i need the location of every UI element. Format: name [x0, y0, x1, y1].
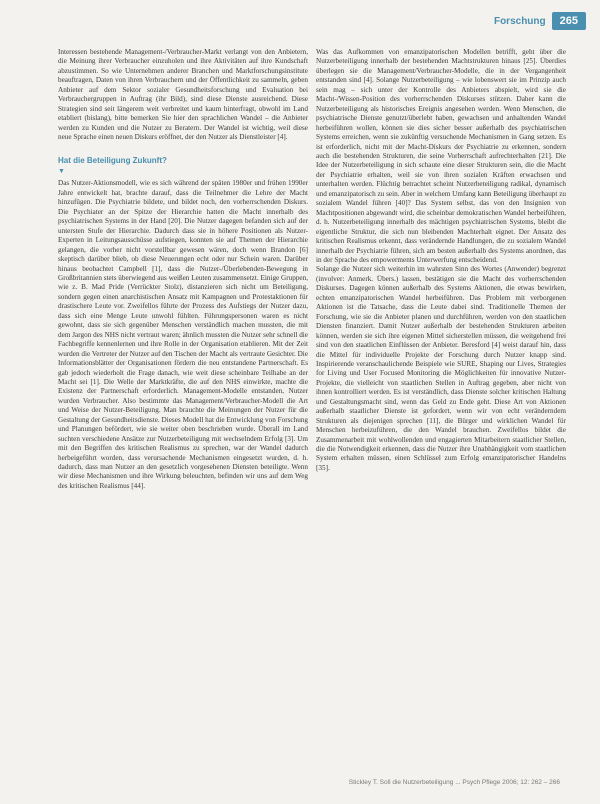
body-paragraph: Das Nutzer-Aktionsmodell, wie es sich während der späten 1980er und frühen 1990er Jahre entwickelt hat, brachte darauf, dass die Teilnehmer die Lehre der Macht hinzufügen. Die Psychiatrie bildete, und bildet noch, den vorherrschenden Diskurs. Die Psychiater an der Spitze der Hierarchie hatten die Macht innerhalb des psychiatrischen Systems in der Hand [20]. Die Nutzer dagegen befanden sich auf der untersten Stufe der Hierarchie. Dadurch dass sie in höhere Positionen als Nutzer-Experten in Leitungsausschüsse aufstiegen, konnten sie auf Themen der Hierarchie gelangen, die vorher nicht vorstellbar gewesen wären, doch wenn Brandon [6] skeptisch darüber blieb, ob diese Neuerungen echt oder nur Schein waren. Darüber hinaus beobachtet Campbell [1], dass die Nutzer-/Überlebenden-Bewegung in Großbritannien stets überwiegend aus weißen Leuten zusammensetzt. Einige Gruppen, wie z. B. Mad Pride (Verrückter Stolz), distanzieren sich nicht um Beteiligung, sondern gegen einen anarchistischen Ansatz mit Kampagnen und Protestaktionen für drastischere Leute vor. Zweifellos führte der Prozess des Aufstiegs der Nutzer dazu, dass sich eine Menge Leute unwohl fühlten. Führungspersonen waren es nicht gewohnt, dass sie sich gegenüber Menschen verständlich machen mussten, die mit dem Jargon des NHS nicht vertraut waren; ähnlich mussten die Nutzer sehr schnell die Fachbegriffe kennenlernen und ihre Rolle in der Organisation etablieren. Mit der Zeit wurden die Vertreter der Nutzer auf den Tischen der Macht als vertraute Gesichter. Die Informationsblätter der Organisationen fördern die neu entstandene Partnerschaft. Es gab jedoch wiederholt die Frage danach, wie weit diese scheinbare Teilhabe an der Macht sei [1]. Die Welle der Marktkräfte, die auf den NHS einwirkte, machte die Existenz der Partnerschaft erforderlich. Management-Modelle entstanden, Nutzer wurden Verbraucher. Also bestimmte das Management/Verbraucher-Modell die Art und Weise der Nutzer-Beteiligung. Man brauchte die Meinungen der Nutzer für die Gestaltung der Gesundheitsdienste. Dieses Modell hat die Entwicklung von Forschung und Planungen befördert, wie sie weiter oben beschrieben wurde. Überall im Land suchten verschiedene Ansätze zur Nutzerbeteiligung mit wechselndem Erfolg [3]. Um mit den Begriffen des kritischen Realismus zu sprechen, war der Wandel dadurch herbeigeführt worden, dass verursachende Mechanismen eingesetzt wurden, d. h. dadurch, dass man Nutzer an den gesetzlich vorgesehenen Diensten beteiligte. Wenn wir diese Mechanismen und ihre Wirkung beleuchten, befinden wir uns auf dem Weg des kritischen Realismus [44]. [58, 179, 308, 490]
right-paragraph-1: Was das Aufkommen von emanzipatorischen Modellen betrifft, geht über die Nutzerbeteiligung innerhalb der bestehenden Machtstrukturen hinaus [25]. Überdies überlegen sie die Management/Verbraucher-Modelle, die in der Vergangenheit entstanden sind [4]. Solange Nutzerbeteiligung – wie lobenswert sie im Prinzip auch sein mag – sich unter der Kontrolle des Anbieters abspielt, wird sie die Macht-/Wissen-Position des vorherrschenden Diskurses stützen. Daher kann die Nutzerbeteiligung als historisches Ereignis angesehen werden. Wenn Menschen, die psychiatrische Dienste genutzt/überlebt haben, gewachsen und anhaltenden Wandel herbeiführen wollen, können sie dies sicher besser außerhalb des psychiatrischen Systems erreichen, wenn sie zukünftig versuchende Mechanismen in Gang setzen. Es ist erforderlich, nicht mit der Macht-Diskurs der Psychiatrie zu erkennen, sondern auch die bestehenden Strukturen, die seine Vorherrschaft aufrechterhalten [21]. Die Idee der Nutzerbeteiligung in sich schaute eine dieser Strukturen sein, die die Macht der Psychiatrie erhalten, weil sie von ihren sozialen Kräften erwachsen und unterhalten werden. Flüchtig betrachtet scheint Nutzerbeteiligung radikal, dynamisch und emanzipatorisch zu sein. Aber in welchem Umfang kann Beteiligung überhaupt zu sozialem Wandel führen [40]? Das System selbst, das von den Insignien von Machtpositionen abgewandt wird, die scheinbar demokratischen Wandel herbeiführen, d. h. Nutzerbeteiligung innerhalb des mächtigen psychiatrischen Systems, bleibt die eigentliche Struktur, die sich nun bleibenden Machterhalt eignet. Der Ansatz des kritischen Realismus erkennt, dass verändernde Handlungen, die zu sozialem Wandel innerhalb der Psychiatrie führen, sich am besten außerhalb des Systems anordnen, das in der Sprache des empowerments Unterwerfung entscheidend. [316, 48, 566, 264]
right-column [316, 48, 566, 473]
page-number-badge: 265 [552, 12, 586, 30]
section-label: Forschung [493, 15, 546, 27]
section-heading: Hat die Beteiligung Zukunft? [58, 155, 167, 165]
footer-citation: Stickley T. Soll die Nutzerbeteiligung ... Psych Pflege 2006; 12: 262 – 266 [348, 779, 560, 786]
running-head [494, 12, 586, 30]
right-paragraph-2: Solange die Nutzer sich weiterhin im wahrsten Sinn des Wortes (Anwender) begrenzt (involver: Anmerk. Übers.) lassen, bestätigen sie die Macht des vorherrschenden Diskurses. Dagegen können außerhalb des Systems Aktionen, die etwas bewirken, echten emanzipatorischen Wandel herbeiführen. Das Problem mit verborgenen Aktionen ist die Tatsache, dass die Leute dabei sind. Traditionelle Themen der Forschung, wie sie die Anbieter planen und durchführen, werden von den staatlichen Diensten finanziert. Damit Nutzer außerhalb der bestehenden Strukturen arbeiten können, werden sie sich ihre eigenen Mittel sicherstellen müssen, die weitgehend frei sind von den staatlichen Einflüssen der Anbieter. Beresford [4] weist darauf hin, dass die Mittel für individuelle Projekte der Forschung durch Nutzer knapp sind. Inspirierende veranschaulichende Beispiele wie SURE, Shaping our Lives, Strategies for Living und User Focused Monitoring die Möglichkeiten für innovative Nutzer-Projekte, die vielleicht von staatlichen Stellen in Auftrag gegeben, aber nicht von ihnen kontrolliert werden. Es ist verständlich, dass Dienste solcher kritischen Haltung und Gestaltungsmacht sind, wenn das Geld zu Ende geht. Diese Art von Aktionen außerhalb staatlicher Dienste ist gefordert, wenn wir von echt veränderndem Strukturen als diejenigen sprechen [11], die Bürger und wirklichen Wandel für Menschen herbeizuführen, die den Wandel brauchen. Zweifellos bildet die Zusammenarbeit mit wohlwollenden und engagierten Mitarbeitern staatlicher Stellen, die die Notwendigkeit erkennen, dass die Nutzer ihre Unabhängigkeit vom staatlichen System erhalten müssen, einen Schlüssel zum Erfolg emanzipatorischer Handelns [35]. [316, 265, 566, 472]
left-column [58, 48, 308, 491]
section-marker-icon: ▼ [58, 167, 65, 175]
intro-paragraph: Interessen bestehende Management-/Verbraucher-Markt verlangt von den Anbietern, die Meinung ihrer Verbraucher einzuholen und ihre Aktivitäten auf ihre Kundschaft abzustimmen. So wie Unternehmen anderer Branchen und Marktforschungsinstitute beauftragen, Daten von ihren Verbrauchern und der Öffentlichkeit zu sammeln, geben Anbieter auf dem Sektor sozialer Gesundheitsforschung und Evaluation bei Verbrauchergruppen in Auftrag (ihr Bild), sind diese Dienste ausreichend. Diese Strategien sind seit längerem weit verbreitet und kaum hinterfragt, obwohl im Land etabliert (bislang), bitte bemerken Sie hier den sprachlichen Wandel – die Anbieter werden zu Kunden und die Nutzer zu Beratern. Der Wandel ist wichtig, weil diese neue Sprache einen neuen Diskurs eröffnet, der den Nutzer als Dienstleister [4]. [58, 48, 308, 142]
